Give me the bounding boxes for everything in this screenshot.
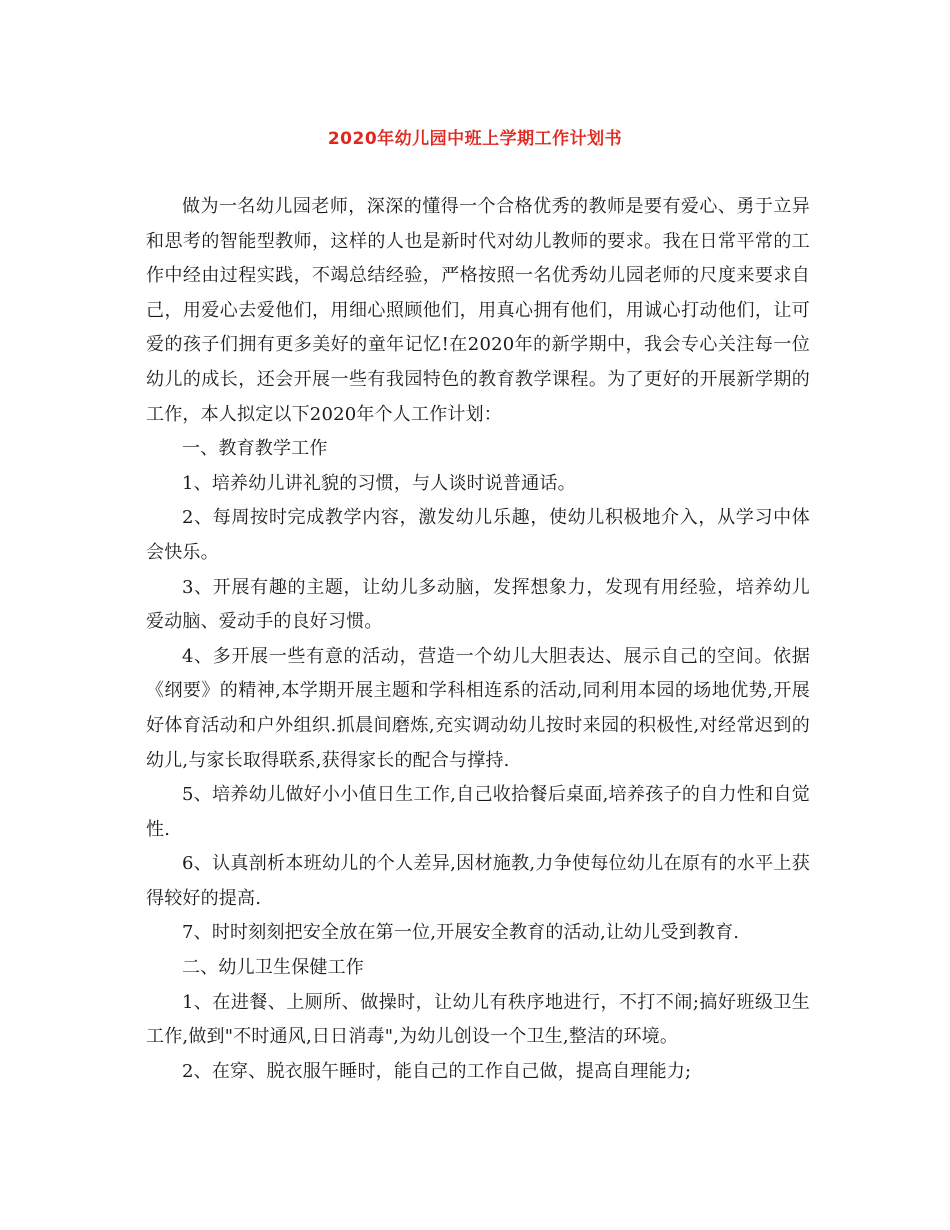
list-item: 7、时时刻刻把安全放在第一位,开展安全教育的活动,让幼儿受到教育. xyxy=(182,922,740,944)
paragraph-intro: 做为一名幼儿园老师，深深的懂得一个合格优秀的教师是要有爱心、勇于立异和思考的智能型教师，这样的人也是新时代对幼儿教师的要求。我在日常平常的工作中经由过程实践，不竭总结经验，严格按照一名优秀幼儿园老师的尺度来要求自己，用爱心去爱他们，用细心照顾他们，用真心拥有他们，用诚心打动他们，让可爱的孩子们拥有更多美好的童年记忆!在2020年的新学期中，我会专心关注每一位幼儿的成长，还会开展一些有我园特色的教育教学课程。为了更好的开展新学期的工作，本人拟定以下2020年个人工作计划： xyxy=(146,196,810,425)
list-item: 6、认真剖析本班幼儿的个人差异,因材施教,力争使每位幼儿在原有的水平上获得较好的提高. xyxy=(146,853,810,909)
list-item: 1、培养幼儿讲礼貌的习惯，与人谈时说普通话。 xyxy=(182,472,576,494)
section-heading-health: 二、幼儿卫生保健工作 xyxy=(182,957,364,979)
list-item: 3、开展有趣的主题，让幼儿多动脑，发挥想象力，发现有用经验，培养幼儿爱动脑、爱动手的良好习惯。 xyxy=(146,576,810,633)
list-item: 5、培养幼儿做好小小值日生工作,自己收拾餐后桌面,培养孩子的自力性和自觉性. xyxy=(146,784,810,840)
list-item: 2、每周按时完成教学内容，激发幼儿乐趣，使幼儿积极地介入，从学习中体会快乐。 xyxy=(146,507,810,563)
document-body xyxy=(146,190,810,1089)
list-item: 1、在进餐、上厕所、做操时，让幼儿有秩序地进行，不打不闹;搞好班级卫生工作,做到"不时通风,日日消毒",为幼儿创设一个卫生,整洁的环境。 xyxy=(146,991,810,1048)
section-heading-teaching: 一、教育教学工作 xyxy=(182,438,328,460)
document-title: 2020年幼儿园中班上学期工作计划书 xyxy=(327,129,623,149)
list-item: 2、在穿、脱衣服午睡时，能自己的工作自己做，提高自理能力; xyxy=(182,1060,692,1082)
list-item: 4、多开展一些有意的活动，营造一个幼儿大胆表达、展示自己的空间。依据《纲要》的精神,本学期开展主题和学科相连系的活动,同利用本园的场地优势,开展好体育活动和户外组织.抓晨间磨炼,充实调动幼儿按时来园的积极性,对经常迟到的幼儿,与家长取得联系,获得家长的配合与撑持. xyxy=(146,645,810,771)
